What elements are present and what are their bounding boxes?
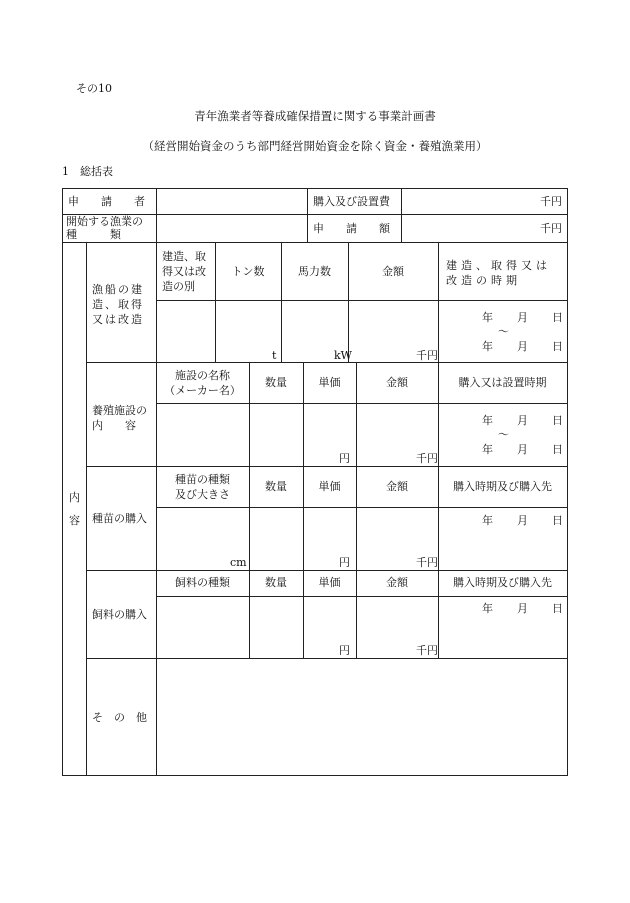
seedling-period-year: 年 [482, 514, 493, 527]
seedling-unit-price: 円 [339, 556, 350, 569]
facility-period-month-1: 月 [517, 414, 528, 427]
seedling-col-amount: 金額 [386, 480, 408, 493]
vessel-period-month-1: 月 [517, 311, 528, 324]
application-amount-label: 申 請 額 [313, 222, 390, 235]
seedling-col-quantity: 数量 [265, 480, 287, 493]
page-subtitle: （経営開始資金のうち部門経営開始資金を除く資金・養殖漁業用） [142, 139, 488, 153]
vessel-col-amount: 金額 [382, 265, 404, 278]
feed-col-price: 単価 [318, 576, 341, 589]
vessel-unit-amount: 千円 [416, 349, 438, 362]
seedling-period-day: 日 [552, 514, 563, 527]
vessel-period-day-1: 日 [552, 311, 563, 324]
seedling-unit-amount: 千円 [416, 556, 438, 569]
seedling-col-price: 単価 [318, 480, 341, 493]
vessel-period-month-2: 月 [517, 340, 528, 353]
feed-col-quantity: 数量 [265, 576, 287, 589]
feed-period-month: 月 [517, 602, 528, 615]
facility-period-day-2: 日 [552, 443, 563, 456]
vessel-col-type: 建造、取 得又は改 造の別 [162, 250, 206, 293]
vessel-period-tilde: ～ [498, 325, 509, 338]
facility-section-label: 養殖施設の 内 容 [92, 404, 147, 432]
purchase-cost-unit: 千円 [540, 195, 562, 208]
feed-unit-price: 円 [339, 644, 350, 657]
content-side-label-2: 容 [69, 514, 80, 527]
feed-unit-amount: 千円 [416, 644, 438, 657]
facility-col-name: 施設の名称 （メーカー名） [164, 369, 241, 397]
form-number: その10 [76, 82, 112, 95]
facility-period-year-1: 年 [482, 414, 493, 427]
applicant-label: 申 請 者 [68, 195, 145, 208]
feed-period-day: 日 [552, 602, 563, 615]
fishery-type-label-line2: 種 類 [66, 228, 121, 241]
content-side-label-1: 内 [69, 491, 80, 504]
seedling-section-label: 種苗の購入 [92, 512, 147, 525]
vessel-unit-horsepower: kW [334, 349, 352, 362]
vessel-unit-tonnage: t [272, 349, 277, 362]
page-title: 青年漁業者等養成確保措置に関する事業計画書 [194, 109, 436, 123]
section-heading: 1 総括表 [62, 165, 113, 178]
feed-period-year: 年 [482, 602, 493, 615]
feed-col-period: 購入時期及び購入先 [453, 576, 552, 589]
facility-period-day-1: 日 [552, 414, 563, 427]
facility-period-tilde: ～ [498, 428, 509, 441]
vessel-period-year-2: 年 [482, 340, 493, 353]
other-section-label: そ の 他 [92, 711, 147, 724]
vessel-col-tonnage: トン数 [231, 265, 265, 278]
feed-section-label: 飼料の購入 [92, 608, 147, 621]
feed-col-amount: 金額 [386, 576, 408, 589]
feed-col-type: 飼料の種類 [175, 576, 230, 589]
vessel-col-period: 建造、取得又は 改造の時期 [446, 259, 551, 287]
vessel-col-horsepower: 馬力数 [298, 265, 331, 278]
vessel-period-day-2: 日 [552, 340, 563, 353]
facility-period-year-2: 年 [482, 443, 493, 456]
seedling-unit-size: cm [230, 556, 247, 569]
application-amount-unit: 千円 [540, 222, 562, 235]
seedling-period-month: 月 [517, 514, 528, 527]
vessel-period-year-1: 年 [482, 311, 493, 324]
facility-period-month-2: 月 [517, 443, 528, 456]
facility-col-price: 単価 [318, 376, 341, 389]
facility-col-quantity: 数量 [265, 376, 287, 389]
vessel-section-label: 漁船の建 造、取得 又は改造 [92, 283, 144, 326]
purchase-cost-label: 購入及び設置費 [313, 195, 390, 208]
facility-unit-amount: 千円 [416, 452, 438, 465]
seedling-col-period: 購入時期及び購入先 [453, 480, 552, 493]
facility-col-amount: 金額 [386, 376, 408, 389]
seedling-col-type: 種苗の種類 及び大きさ [175, 473, 230, 501]
fishery-type-label-line1: 開始する漁業の [66, 215, 143, 228]
facility-col-period: 購入又は設置時期 [458, 376, 547, 389]
facility-unit-price: 円 [339, 452, 350, 465]
